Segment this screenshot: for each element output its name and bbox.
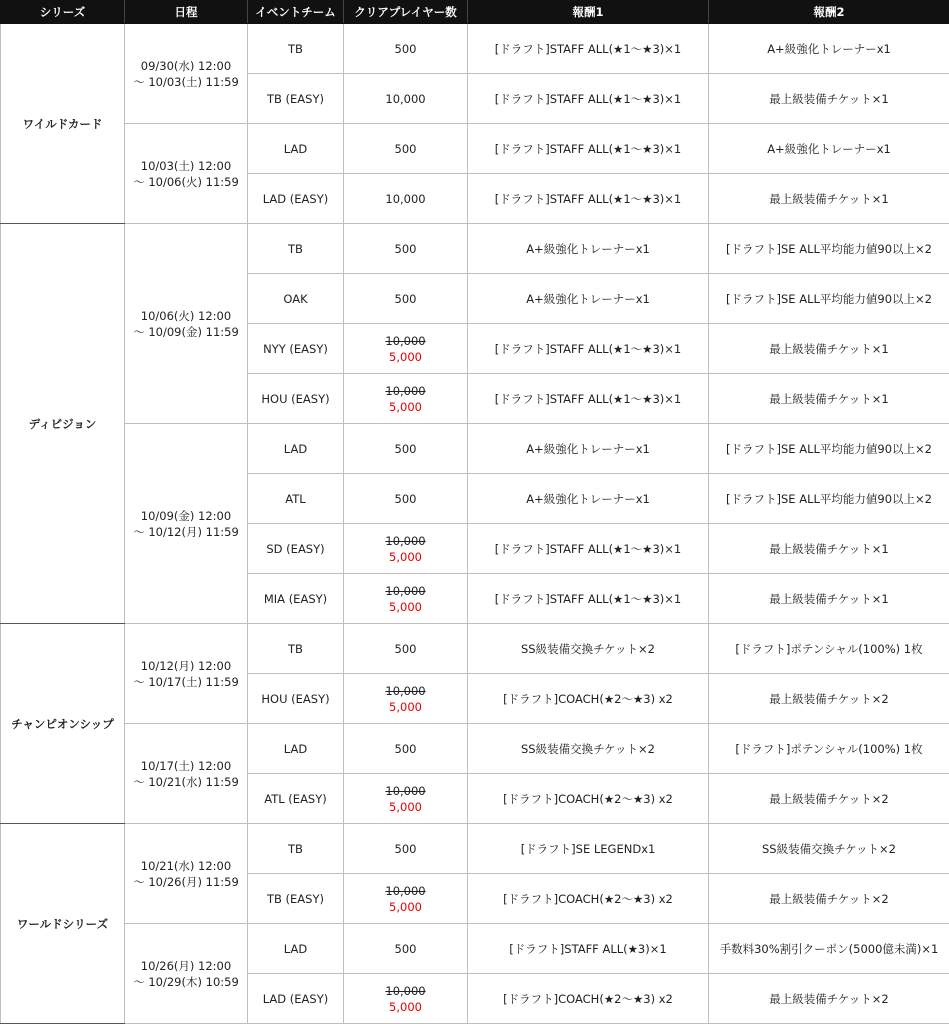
- schedule-end: ～ 10/26(月) 11:59: [125, 874, 247, 890]
- team-cell: ATL: [248, 474, 344, 524]
- players-new-value: 5,000: [344, 699, 467, 715]
- reward1-cell: [ドラフト]STAFF ALL(★1～★3)×1: [468, 374, 709, 424]
- header-series: シリーズ: [1, 1, 125, 24]
- team-cell: LAD: [248, 724, 344, 774]
- reward2-cell: 最上級装備チケット×1: [709, 374, 949, 424]
- header-reward1: 報酬1: [468, 1, 709, 24]
- series-name: ワイルドカード: [1, 24, 125, 224]
- schedule-start: 10/03(土) 12:00: [125, 158, 247, 174]
- reward2-cell: 最上級装備チケット×2: [709, 774, 949, 824]
- table-row: [1, 624, 949, 674]
- team-cell: LAD: [248, 424, 344, 474]
- reward2-cell: A+級強化トレーナーx1: [709, 124, 949, 174]
- reward2-cell: 最上級装備チケット×2: [709, 974, 949, 1024]
- schedule-cell: [125, 224, 248, 424]
- team-cell: ATL (EASY): [248, 774, 344, 824]
- schedule-end: ～ 10/21(水) 11:59: [125, 774, 247, 790]
- reward1-cell: [ドラフト]COACH(★2～★3) x2: [468, 874, 709, 924]
- table-row: [1, 724, 949, 774]
- header-schedule: 日程: [125, 1, 248, 24]
- reward2-cell: [ドラフト]SE ALL平均能力値90以上×2: [709, 474, 949, 524]
- players-old-value: 10,000: [344, 333, 467, 349]
- players-cell: 500: [344, 924, 468, 974]
- players-cell: [344, 974, 468, 1024]
- players-new-value: 5,000: [344, 399, 467, 415]
- reward1-cell: [ドラフト]STAFF ALL(★1～★3)×1: [468, 174, 709, 224]
- players-cell: 500: [344, 124, 468, 174]
- players-cell: 500: [344, 274, 468, 324]
- reward1-cell: [ドラフト]COACH(★2～★3) x2: [468, 674, 709, 724]
- players-cell: [344, 324, 468, 374]
- team-cell: TB (EASY): [248, 74, 344, 124]
- players-cell: 500: [344, 24, 468, 74]
- reward2-cell: 手数料30%割引クーポン(5000億未満)×1: [709, 924, 949, 974]
- team-cell: HOU (EASY): [248, 674, 344, 724]
- table-row: [1, 224, 949, 274]
- reward1-cell: [ドラフト]STAFF ALL(★1～★3)×1: [468, 524, 709, 574]
- series-name: チャンピオンシップ: [1, 624, 125, 824]
- team-cell: LAD: [248, 124, 344, 174]
- reward1-cell: [ドラフト]STAFF ALL(★1～★3)×1: [468, 324, 709, 374]
- schedule-cell: [125, 124, 248, 224]
- reward2-cell: 最上級装備チケット×2: [709, 674, 949, 724]
- header-row: [1, 1, 949, 24]
- team-cell: SD (EASY): [248, 524, 344, 574]
- players-old-value: 10,000: [344, 883, 467, 899]
- schedule-cell: [125, 924, 248, 1024]
- team-cell: HOU (EASY): [248, 374, 344, 424]
- reward1-cell: A+級強化トレーナーx1: [468, 224, 709, 274]
- reward2-cell: [ドラフト]SE ALL平均能力値90以上×2: [709, 424, 949, 474]
- reward1-cell: SS級装備交換チケット×2: [468, 624, 709, 674]
- players-cell: [344, 374, 468, 424]
- players-cell: [344, 574, 468, 624]
- players-cell: [344, 874, 468, 924]
- reward2-cell: 最上級装備チケット×1: [709, 174, 949, 224]
- table-row: [1, 124, 949, 174]
- reward2-cell: [ドラフト]ポテンシャル(100%) 1枚: [709, 724, 949, 774]
- schedule-end: ～ 10/17(土) 11:59: [125, 674, 247, 690]
- reward1-cell: [ドラフト]COACH(★2～★3) x2: [468, 774, 709, 824]
- players-old-value: 10,000: [344, 583, 467, 599]
- reward2-cell: [ドラフト]ポテンシャル(100%) 1枚: [709, 624, 949, 674]
- team-cell: MIA (EASY): [248, 574, 344, 624]
- header-reward2: 報酬2: [709, 1, 949, 24]
- schedule-end: ～ 10/29(木) 10:59: [125, 974, 247, 990]
- players-cell: [344, 674, 468, 724]
- reward2-cell: 最上級装備チケット×1: [709, 524, 949, 574]
- reward1-cell: [ドラフト]STAFF ALL(★3)×1: [468, 924, 709, 974]
- players-old-value: 10,000: [344, 533, 467, 549]
- reward2-cell: A+級強化トレーナーx1: [709, 24, 949, 74]
- schedule-cell: [125, 824, 248, 924]
- players-new-value: 5,000: [344, 999, 467, 1015]
- players-cell: 500: [344, 824, 468, 874]
- team-cell: OAK: [248, 274, 344, 324]
- reward2-cell: 最上級装備チケット×1: [709, 324, 949, 374]
- players-cell: 10,000: [344, 74, 468, 124]
- reward2-cell: [ドラフト]SE ALL平均能力値90以上×2: [709, 224, 949, 274]
- reward1-cell: [ドラフト]STAFF ALL(★1～★3)×1: [468, 124, 709, 174]
- players-cell: [344, 774, 468, 824]
- reward2-cell: 最上級装備チケット×2: [709, 874, 949, 924]
- series-name: ワールドシリーズ: [1, 824, 125, 1024]
- players-cell: 10,000: [344, 174, 468, 224]
- team-cell: TB: [248, 224, 344, 274]
- players-cell: 500: [344, 474, 468, 524]
- schedule-cell: [125, 424, 248, 624]
- schedule-start: 10/09(金) 12:00: [125, 508, 247, 524]
- table-row: [1, 824, 949, 874]
- players-new-value: 5,000: [344, 899, 467, 915]
- team-cell: LAD (EASY): [248, 974, 344, 1024]
- reward1-cell: [ドラフト]STAFF ALL(★1～★3)×1: [468, 24, 709, 74]
- players-old-value: 10,000: [344, 683, 467, 699]
- players-new-value: 5,000: [344, 349, 467, 365]
- players-old-value: 10,000: [344, 383, 467, 399]
- team-cell: TB: [248, 24, 344, 74]
- reward2-cell: SS級装備交換チケット×2: [709, 824, 949, 874]
- reward1-cell: [ドラフト]STAFF ALL(★1～★3)×1: [468, 74, 709, 124]
- team-cell: LAD: [248, 924, 344, 974]
- reward2-cell: [ドラフト]SE ALL平均能力値90以上×2: [709, 274, 949, 324]
- players-old-value: 10,000: [344, 983, 467, 999]
- table-row: [1, 24, 949, 74]
- schedule-start: 10/06(火) 12:00: [125, 308, 247, 324]
- reward1-cell: [ドラフト]SE LEGENDx1: [468, 824, 709, 874]
- schedule-start: 10/17(土) 12:00: [125, 758, 247, 774]
- players-new-value: 5,000: [344, 599, 467, 615]
- schedule-end: ～ 10/12(月) 11:59: [125, 524, 247, 540]
- players-cell: 500: [344, 424, 468, 474]
- header-team: イベントチーム: [248, 1, 344, 24]
- reward1-cell: SS級装備交換チケット×2: [468, 724, 709, 774]
- reward2-cell: 最上級装備チケット×1: [709, 574, 949, 624]
- table-row: [1, 424, 949, 474]
- schedule-cell: [125, 24, 248, 124]
- reward1-cell: [ドラフト]COACH(★2～★3) x2: [468, 974, 709, 1024]
- schedule-end: ～ 10/06(火) 11:59: [125, 174, 247, 190]
- team-cell: TB: [248, 624, 344, 674]
- series-name: ディビジョン: [1, 224, 125, 624]
- players-old-value: 10,000: [344, 783, 467, 799]
- header-players: クリアプレイヤー数: [344, 1, 468, 24]
- team-cell: TB (EASY): [248, 874, 344, 924]
- team-cell: NYY (EASY): [248, 324, 344, 374]
- team-cell: LAD (EASY): [248, 174, 344, 224]
- reward1-cell: [ドラフト]STAFF ALL(★1～★3)×1: [468, 574, 709, 624]
- schedule-end: ～ 10/03(土) 11:59: [125, 74, 247, 90]
- players-cell: [344, 524, 468, 574]
- reward2-cell: 最上級装備チケット×1: [709, 74, 949, 124]
- schedule-cell: [125, 724, 248, 824]
- schedule-start: 10/26(月) 12:00: [125, 958, 247, 974]
- schedule-end: ～ 10/09(金) 11:59: [125, 324, 247, 340]
- reward1-cell: A+級強化トレーナーx1: [468, 274, 709, 324]
- players-cell: 500: [344, 224, 468, 274]
- reward1-cell: A+級強化トレーナーx1: [468, 474, 709, 524]
- players-new-value: 5,000: [344, 549, 467, 565]
- players-new-value: 5,000: [344, 799, 467, 815]
- reward1-cell: A+級強化トレーナーx1: [468, 424, 709, 474]
- players-cell: 500: [344, 724, 468, 774]
- schedule-start: 09/30(水) 12:00: [125, 58, 247, 74]
- players-cell: 500: [344, 624, 468, 674]
- schedule-cell: [125, 624, 248, 724]
- table-row: [1, 924, 949, 974]
- schedule-start: 10/21(水) 12:00: [125, 858, 247, 874]
- schedule-start: 10/12(月) 12:00: [125, 658, 247, 674]
- team-cell: TB: [248, 824, 344, 874]
